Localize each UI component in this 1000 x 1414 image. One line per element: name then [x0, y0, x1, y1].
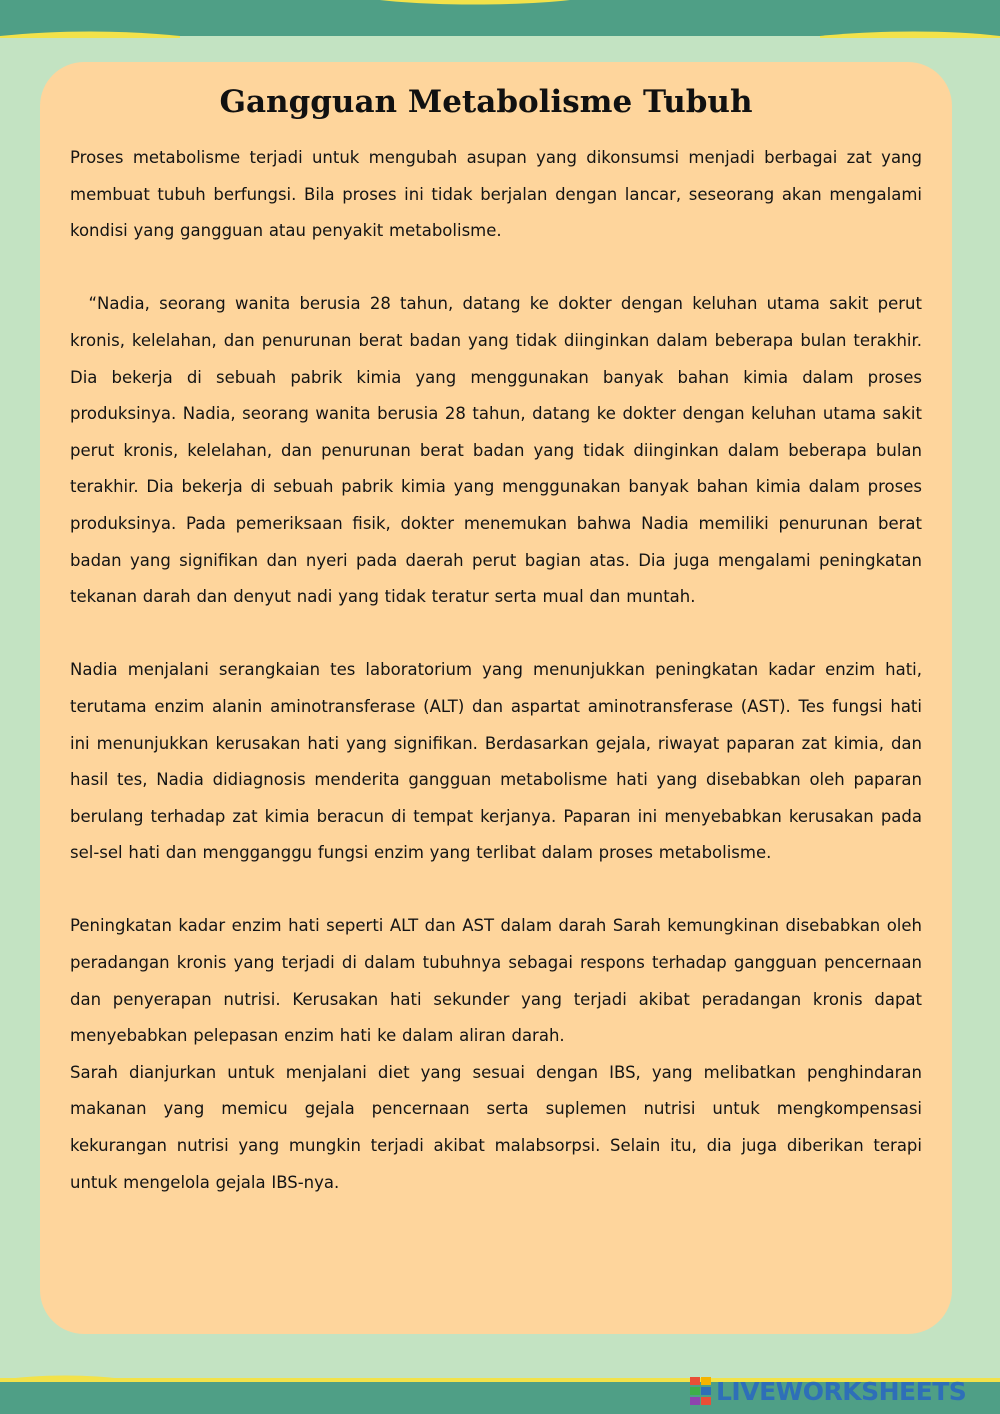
paragraph-case: “Nadia, seorang wanita berusia 28 tahun, datang ke dokter dengan keluhan utama sakit perut kronis, kelelahan, dan penurunan berat badan yang tidak diinginkan dalam beberapa bulan terakhir. Dia bekerja di sebuah pabrik kimia yang menggunakan banyak bahan kimia dalam proses produksinya. Nadia, seorang wanita berusia 28 tahun, datang ke dokter dengan keluhan utama sakit perut kronis, kelelahan, dan penurunan berat badan yang tidak diinginkan dalam beberapa bulan terakhir. Dia bekerja di sebuah pabrik kimia yang menggunakan banyak bahan kimia dalam proses produksinya. Pada pemeriksaan fisik, dokter menemukan bahwa Nadia memiliki penurunan berat badan yang signifikan dan nyeri pada daerah perut bagian atas. Dia juga mengalami peningkatan tekanan darah dan denyut nadi yang tidak teratur serta mual dan muntah. — [70, 294, 922, 607]
paragraph-intro: Proses metabolisme terjadi untuk mengubah asupan yang dikonsumsi menjadi berbagai zat yang membuat tubuh berfungsi. Bila proses ini tidak berjalan dengan lancar, seseorang akan mengalami kondisi yang gangguan atau penyakit metabolisme. — [70, 148, 922, 241]
paragraph-treatment: Sarah dianjurkan untuk menjalani diet yang sesuai dengan IBS, yang melibatkan penghindaran makanan yang memicu gejala pencernaan serta suplemen nutrisi untuk mengkompensasi kekurangan nutrisi yang mungkin terjadi akibat malabsorpsi. Selain itu, dia juga diberikan terapi untuk mengelola gejala IBS-nya. — [70, 1062, 922, 1192]
page-title: Gangguan Metabolisme Tubuh — [219, 84, 753, 120]
paragraph-lab-results: Nadia menjalani serangkaian tes laboratorium yang menunjukkan peningkatan kadar enzim hati, terutama enzim alanin aminotransferase (ALT) dan aspartat aminotransferase (AST). Tes fungsi hati ini menunjukkan kerusakan hati yang signifikan. Berdasarkan gejala, riwayat paparan zat kimia, dan hasil tes, Nadia didiagnosis menderita gangguan metabolisme hati yang disebabkan oleh paparan berulang terhadap zat kimia beracun di tempat kerjanya. Paparan ini menyebabkan kerusakan pada sel-sel hati dan mengganggu fungsi enzim yang terlibat dalam proses metabolisme. — [70, 660, 922, 863]
liveworksheets-logo-icon — [690, 1377, 712, 1405]
logo-text: LIVEWORKSHEETS — [716, 1376, 967, 1406]
document-body — [70, 140, 922, 1201]
liveworksheets-logo[interactable] — [690, 1374, 966, 1408]
top-decorative-band — [0, 0, 1000, 40]
paragraph-enzyme: Peningkatan kadar enzim hati seperti ALT dan AST dalam darah Sarah kemungkinan disebabkan oleh peradangan kronis yang terjadi di dalam tubuhnya sebagai respons terhadap gangguan pencernaan dan penyerapan nutrisi. Kerusakan hati sekunder yang terjadi akibat peradangan kronis dapat menyebabkan pelepasan enzim hati ke dalam aliran darah. — [70, 916, 922, 1046]
